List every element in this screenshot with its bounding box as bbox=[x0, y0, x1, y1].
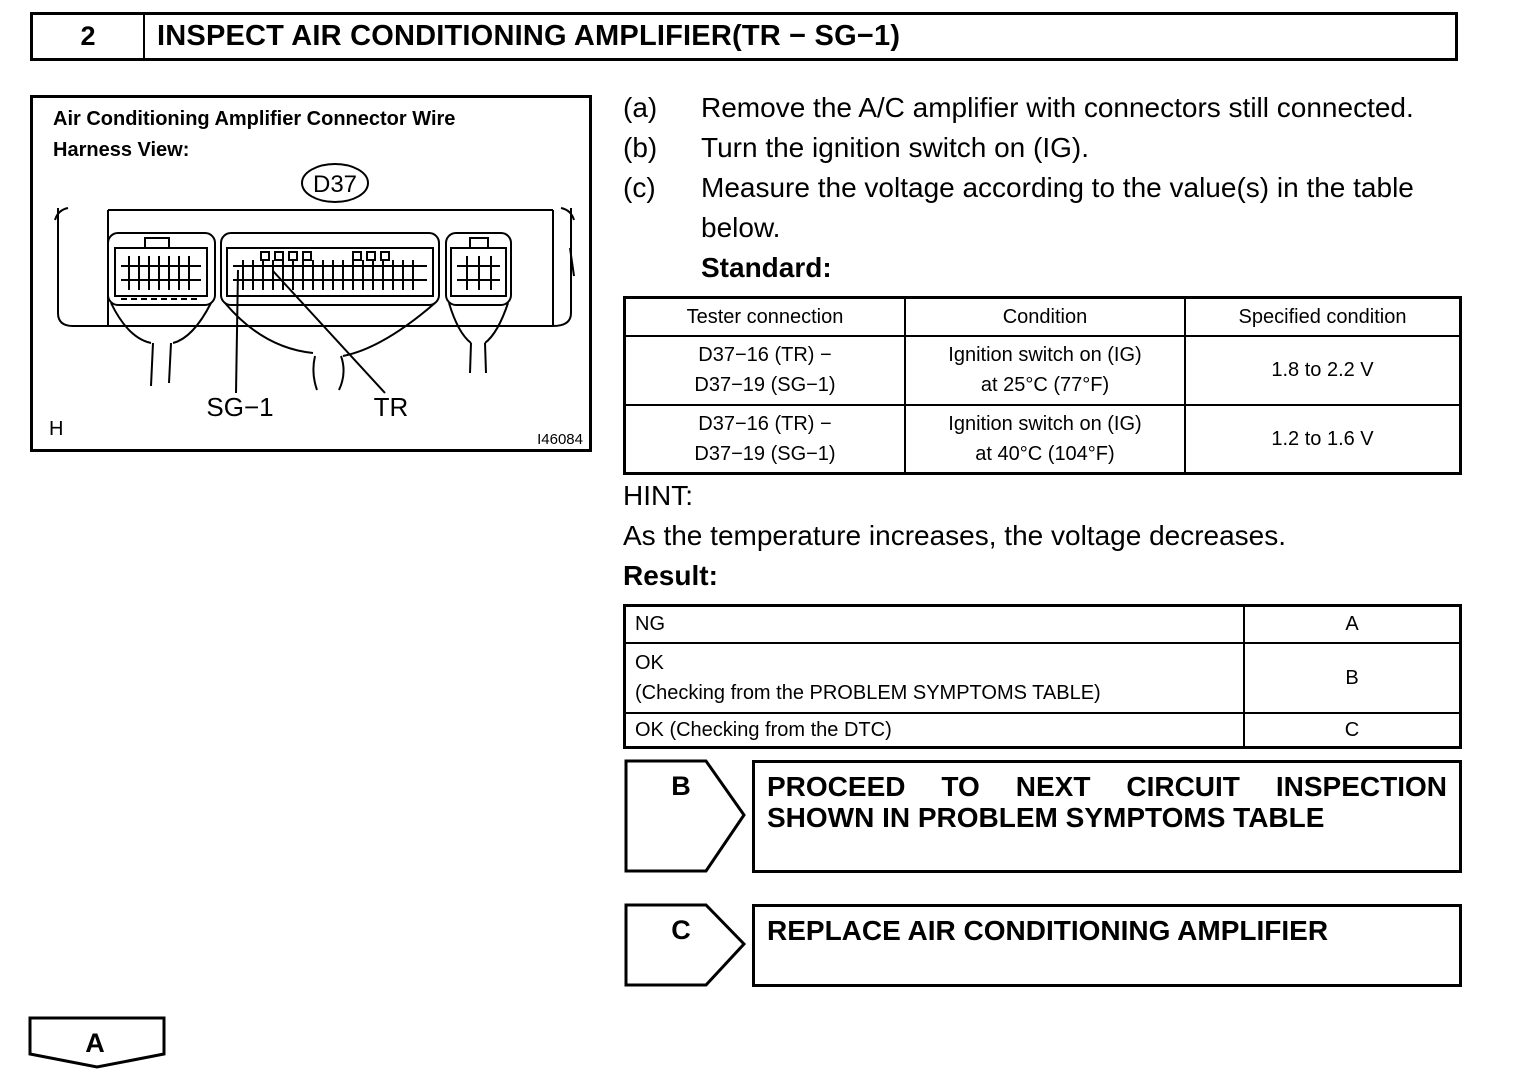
result-table bbox=[623, 604, 1462, 749]
tester-connection-cell: D37−16 (TR) − D37−19 (SG−1) bbox=[625, 336, 906, 405]
step-c-text-line1: Measure the voltage according to the value(s) in the table bbox=[701, 172, 1414, 203]
center-connector bbox=[221, 233, 439, 305]
header-tester-connection: Tester connection bbox=[625, 298, 906, 336]
result-cell: OK (Checking from the PROBLEM SYMPTOMS TABLE) bbox=[625, 643, 1245, 713]
step-c-letter: (c) bbox=[623, 172, 656, 203]
connector-drawing bbox=[33, 98, 589, 449]
step-header bbox=[30, 12, 1458, 61]
step-b-letter: (b) bbox=[623, 132, 658, 163]
tr-label: TR bbox=[373, 392, 409, 422]
specified-condition-cell: 1.2 to 1.6 V bbox=[1185, 405, 1461, 474]
result-cell: OK (Checking from the DTC) bbox=[625, 713, 1245, 748]
condition-cell: Ignition switch on (IG) at 25°C (77°F) bbox=[905, 336, 1185, 405]
footer-a-arrow-icon bbox=[28, 1016, 166, 1070]
table-row bbox=[625, 643, 1461, 713]
figure-corner-letter: H bbox=[49, 418, 64, 440]
table-row bbox=[625, 336, 1461, 405]
action-b-arrow-icon bbox=[624, 759, 748, 873]
figure-caption-line2: Harness View: bbox=[53, 139, 190, 161]
table-row bbox=[625, 713, 1461, 748]
action-c-arrow-icon bbox=[624, 903, 748, 987]
standard-table-header-row bbox=[625, 298, 1461, 336]
hint-label: HINT: bbox=[623, 480, 693, 511]
step-a-text: Remove the A/C amplifier with connectors still connected. bbox=[701, 92, 1414, 123]
proceed-cell: A bbox=[1244, 606, 1461, 643]
action-c-letter: C bbox=[671, 915, 691, 945]
sg1-label: SG−1 bbox=[206, 392, 274, 422]
standard-label: Standard: bbox=[701, 252, 832, 283]
action-b-line2: SHOWN IN PROBLEM SYMPTOMS TABLE bbox=[767, 802, 1325, 833]
step-title: INSPECT AIR CONDITIONING AMPLIFIER(TR − SG−1) bbox=[157, 20, 901, 52]
proceed-cell: C bbox=[1244, 713, 1461, 748]
step-b-text: Turn the ignition switch on (IG). bbox=[701, 132, 1090, 163]
right-connector bbox=[446, 233, 511, 305]
connector-id-label: D37 bbox=[312, 171, 358, 198]
standard-table bbox=[623, 296, 1462, 475]
condition-cell: Ignition switch on (IG) at 40°C (104°F) bbox=[905, 405, 1185, 474]
wire-harnesses bbox=[111, 303, 508, 390]
step-a-letter: (a) bbox=[623, 92, 658, 123]
step-number: 2 bbox=[33, 15, 145, 58]
step-c-text-line2: below. bbox=[701, 212, 781, 243]
proceed-cell: B bbox=[1244, 643, 1461, 713]
header-condition: Condition bbox=[905, 298, 1185, 336]
table-row bbox=[625, 606, 1461, 643]
hint-text: As the temperature increases, the voltage decreases. bbox=[623, 520, 1287, 551]
result-cell: NG bbox=[625, 606, 1245, 643]
connector-figure bbox=[30, 95, 592, 452]
tester-connection-cell: D37−16 (TR) − D37−19 (SG−1) bbox=[625, 405, 906, 474]
table-row bbox=[625, 405, 1461, 474]
action-b-letter: B bbox=[671, 771, 691, 801]
specified-condition-cell: 1.8 to 2.2 V bbox=[1185, 336, 1461, 405]
action-b-line1: PROCEED TO NEXT CIRCUIT INSPECTION bbox=[767, 771, 1447, 802]
figure-caption-line1: Air Conditioning Amplifier Connector Wire bbox=[53, 108, 456, 130]
action-c-line1: REPLACE AIR CONDITIONING AMPLIFIER bbox=[767, 915, 1329, 946]
action-b-box bbox=[752, 760, 1462, 873]
header-specified-condition: Specified condition bbox=[1185, 298, 1461, 336]
left-connector bbox=[108, 233, 215, 305]
result-label: Result: bbox=[623, 560, 718, 591]
action-c-box bbox=[752, 904, 1462, 987]
figure-code: I46084 bbox=[537, 431, 583, 448]
footer-letter: A bbox=[85, 1028, 105, 1058]
